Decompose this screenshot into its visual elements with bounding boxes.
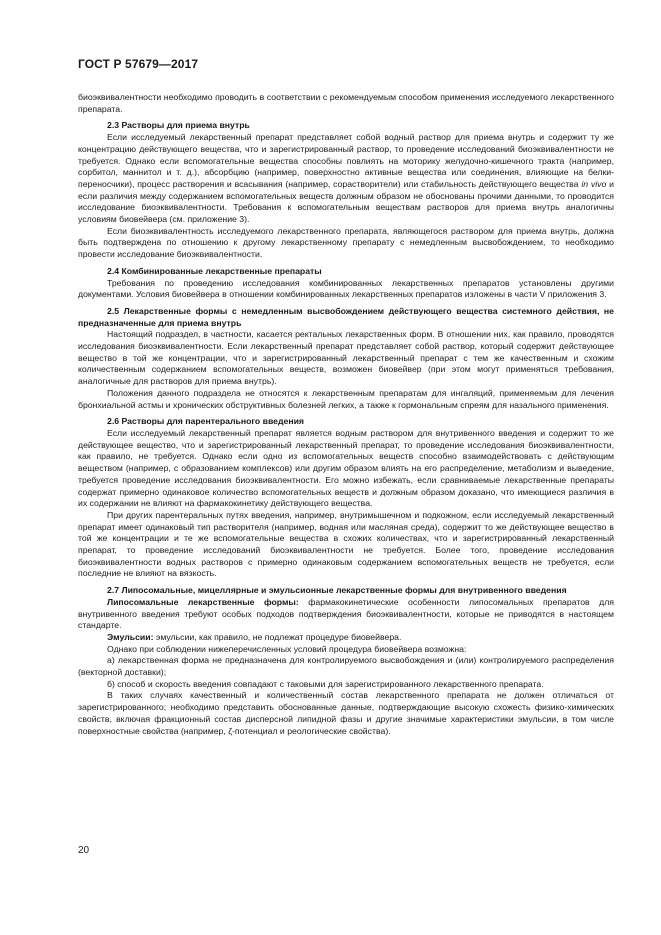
lead-term: Эмульсии: bbox=[107, 631, 154, 642]
paragraph: Настоящий подраздел, в частности, касается ректальных лекарственных форм. В отношении них, как правило, проводятся исследования биоэквивалентности. Если лекарственный препарат представляет собой раствор, который содержит действующее вещество в той же концентрации, что и зарегистрированный лекарственный препарат с тем же качественным и схожим количественным содержанием вспомогательных веществ, возможен биовейвер (при этом могут применяться требования, аналогичные для растворов для приема внутрь). bbox=[78, 329, 614, 387]
paragraph bbox=[78, 597, 614, 632]
section-heading-2-5: 2.5 Лекарственные формы с немедленным высвобождением действующего вещества системного действия, не предназначенные для приема внутрь bbox=[78, 305, 614, 328]
paragraph bbox=[78, 632, 614, 644]
paragraph bbox=[78, 132, 614, 226]
paragraph-text: фармакокинетические особенности липосомальных препаратов для внутривенного введения требуют особых подходов подтверждения биоэквивалентности, которые не приводятся в настоящем стандарте. bbox=[78, 596, 615, 631]
paragraph: При других парентеральных путях введения, например, внутримышечном и подкожном, если исследуемый лекарственный препарат имеет одинаковый тип растворителя (например, водная или масляная среда), содержит то же действующее вещество в той же концентрации и те же вспомогательные вещества в схожих количествах, что и зарегистрированный лекарственный препарат, то проведение исследований биоэквивалентности не требуется. Более того, проведение исследования биоэквивалентности водных растворов с примерно одинаковым содержанием вспомогательных веществ не требуется, если последние не влияют на вязкость. bbox=[78, 509, 614, 579]
section-heading-2-4: 2.4 Комбинированные лекарственные препараты bbox=[107, 265, 322, 276]
section-heading-2-6: 2.6 Растворы для парентерального введения bbox=[107, 416, 305, 427]
paragraph-text: Если исследуемый лекарственный препарат представляет собой водный раствор для приема внутрь и содержит ту же концентрацию действующего вещества, что и зарегистрированный раствор, то проведение исследований биоэквивалентности не требуется. Однако если вспомогательные вещества способны повлиять на моторику желудочно-кишечного тракта (например, сорбитол, маннитол и т. д.), абсорбцию (например, поверхностно активные вещества или соединения, влияющие на белки-переносчики), процесс растворения и всасывания (например, сорастворители) или стабильность действующего вещества bbox=[78, 132, 614, 189]
list-item: а) лекарственная форма не предназначена для контролируемого высвобождения и (или) контролируемого распределения (векторной доставки); bbox=[78, 655, 614, 678]
paragraph-text: эмульсии, как правило, не подлежат процедуре биовейвера. bbox=[153, 631, 402, 642]
paragraph-text: и если различия между содержанием вспомогательных веществ должным образом не обоснованы прочими данными, то проводится исследование биоэквивалентности. Требования к вспомогательным веществам растворов для приема внутрь аналогичны условиям биовейвера (см. приложение 3). bbox=[78, 178, 614, 225]
section-heading-2-7: 2.7 Липосомальные, мицеллярные и эмульсионные лекарственные формы для внутривенного введения bbox=[107, 585, 567, 596]
paragraph: В таких случаях качественный и количественный состав лекарственного препарата не должен отличаться от зарегистрированного; необходимо представить обоснованные данные, подтверждающие высокую схожесть физико-химических свойств, включая фракционный состав дисперсной липидной фазы и другие значимые характеристики эмульсии, в том числе поверхностные свойства (например, ζ-потенциал и реологические свойства). bbox=[78, 690, 614, 736]
paragraph: Однако при соблюдении нижеперечисленных условий процедура биовейвера возможна: bbox=[107, 643, 467, 654]
list-item: б) способ и скорость введения совпадают с таковыми для зарегистрированного лекарственного препарата. bbox=[107, 678, 544, 689]
paragraph: Положения данного подраздела не относятся к лекарственным препаратам для ингаляций, применяемым для лечения бронхиальной астмы и хронических обструктивных болезней легких, а также к гормональным спреям для назального применения. bbox=[78, 387, 614, 410]
paragraph: Требования по проведению исследования комбинированных лекарственных препаратов установлены другими документами. Условия биовейвера в отношении комбинированных лекарственных препаратов изложены в части V приложения 3. bbox=[78, 277, 614, 300]
document-body bbox=[78, 92, 614, 737]
paragraph: Если исследуемый лекарственный препарат является водным раствором для внутривенного введения и содержит то же действующее вещество, что и зарегистрированный лекарственный препарат, то проведение исследования биоэквивалентности, как правило, не требуется. Однако если одно из вспомогательных веществ способно взаимодействовать с действующим веществом (например, с образованием комплексов) или другим образом влиять на его распределение, метаболизм и выведение, требуется проведение исследования биоэквивалентности. Его можно избежать, если сравниваемые лекарственные препараты содержат примерно одинаковое количество вспомогательных веществ и должным образом доказано, что имеющиеся различия в их содержании не влияют на фармакокинетику действующего вещества. bbox=[78, 427, 614, 509]
section-heading-2-3: 2.3 Растворы для приема внутрь bbox=[107, 120, 250, 131]
document-header: ГОСТ Р 57679—2017 bbox=[78, 57, 199, 71]
paragraph: биоэквивалентности необходимо проводить в соответствии с рекомендуемым способом применения исследуемого лекарственного препарата. bbox=[78, 92, 614, 114]
paragraph: Если биоэквивалентность исследуемого лекарственного препарата, являющегося раствором для приема внутрь, должна быть подтверждена по отношению к другому лекарственному препарату с немедленным высвобождением, то необходимо провести исследование биоэквивалентности. bbox=[78, 225, 614, 260]
italic-term: in vivo bbox=[581, 178, 607, 189]
lead-term: Липосомальные лекарственные формы: bbox=[107, 596, 299, 607]
page-number: 20 bbox=[78, 845, 90, 856]
